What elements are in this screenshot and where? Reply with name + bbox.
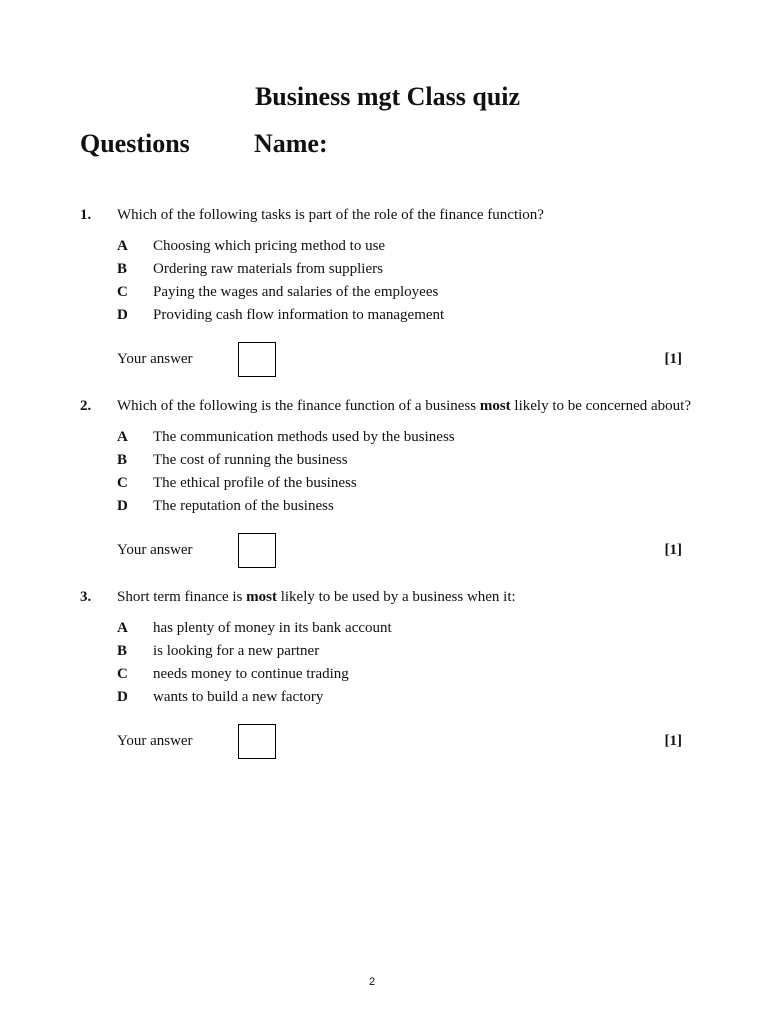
quiz-title: Business mgt Class quiz [254, 82, 521, 111]
questions-heading: Questions [80, 129, 190, 158]
question-text: Which of the following tasks is part of the role of the finance function? [117, 207, 544, 223]
option-b: B Ordering raw materials from suppliers [117, 261, 383, 277]
option-b: B The cost of running the business [117, 452, 348, 468]
option-a: A has plenty of money in its bank account [117, 620, 392, 636]
marks-label: [1] [664, 542, 682, 558]
answer-box[interactable] [238, 342, 276, 377]
page-number: 2 [368, 976, 376, 988]
options-list [80, 427, 690, 519]
option-d: D wants to build a new factory [117, 689, 324, 705]
answer-box[interactable] [238, 724, 276, 759]
options-list [80, 618, 690, 710]
question-number: 1. [80, 207, 92, 223]
question-number: 3. [80, 589, 92, 605]
marks-label: [1] [664, 733, 682, 749]
answer-row [80, 533, 690, 569]
answer-label: Your answer [117, 351, 193, 367]
option-a: A Choosing which pricing method to use [117, 238, 386, 254]
option-b: B is looking for a new partner [117, 643, 320, 659]
answer-label: Your answer [117, 733, 193, 749]
question-text: Short term finance is most likely to be used by a business when it: [117, 589, 516, 605]
question-text: Which of the following is the finance function of a business most likely to be concerned about? [117, 398, 692, 414]
marks-label: [1] [664, 351, 682, 367]
answer-row [80, 724, 690, 760]
question-3 [80, 587, 690, 760]
option-c: C The ethical profile of the business [117, 475, 357, 491]
answer-box[interactable] [238, 533, 276, 568]
answer-row [80, 342, 690, 378]
name-label: Name: [254, 129, 328, 158]
options-list [80, 236, 690, 328]
option-d: D Providing cash flow information to management [117, 307, 445, 323]
question-2 [80, 396, 690, 569]
answer-label: Your answer [117, 542, 193, 558]
option-a: A The communication methods used by the business [117, 429, 455, 445]
option-d: D The reputation of the business [117, 498, 334, 514]
option-c: C Paying the wages and salaries of the employees [117, 284, 439, 300]
question-number: 2. [80, 398, 92, 414]
question-1 [80, 205, 690, 378]
option-c: C needs money to continue trading [117, 666, 349, 682]
